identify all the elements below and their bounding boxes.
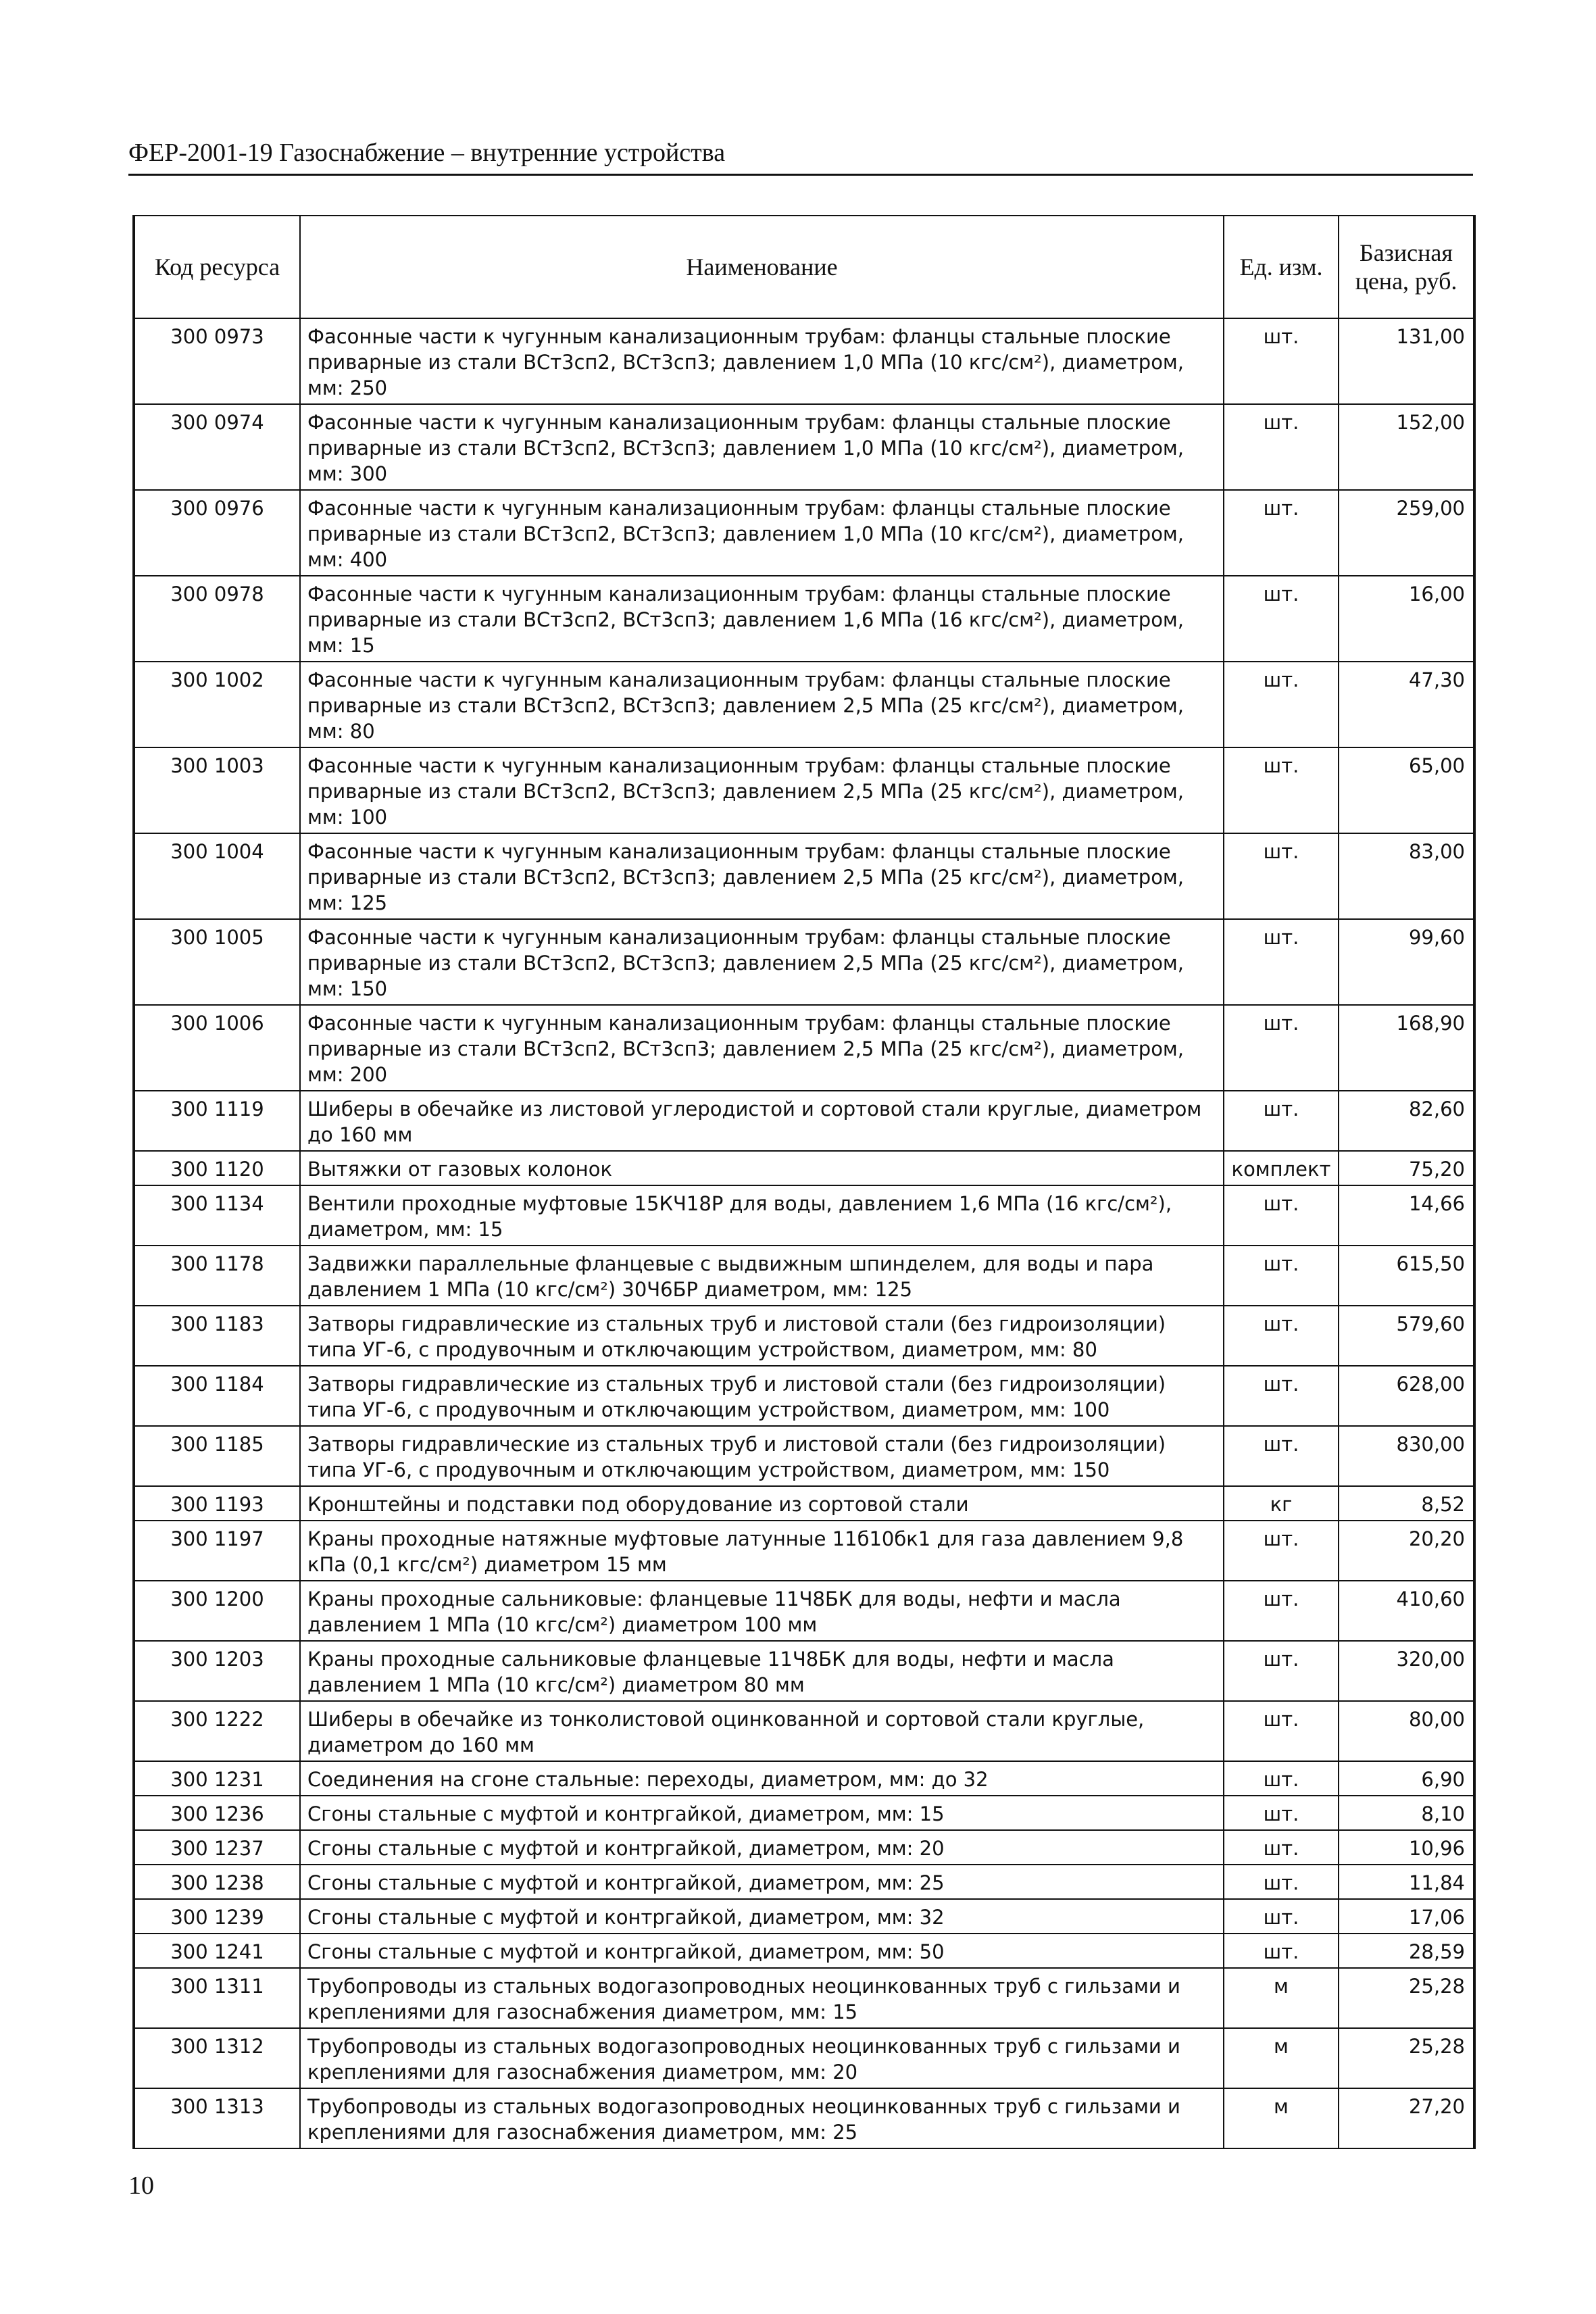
column-header-name: Наименование xyxy=(300,216,1224,318)
cell-code: 300 0976 xyxy=(134,490,300,576)
header-title: ФЕР-2001-19 Газоснабжение – внутренние устройства xyxy=(128,139,726,167)
cell-name: Шиберы в обечайке из листовой углеродистой и сортовой стали круглые, диаметром до 160 мм xyxy=(300,1091,1224,1151)
table-row xyxy=(134,1306,1474,1366)
table-row xyxy=(134,1486,1474,1521)
cell-price: 47,30 xyxy=(1339,662,1474,747)
cell-code: 300 1237 xyxy=(134,1830,300,1865)
table-row xyxy=(134,1091,1474,1151)
cell-price: 17,06 xyxy=(1339,1899,1474,1934)
cell-unit: шт. xyxy=(1224,576,1339,662)
cell-unit: шт. xyxy=(1224,919,1339,1005)
cell-code: 300 1222 xyxy=(134,1701,300,1761)
cell-unit: шт. xyxy=(1224,1701,1339,1761)
cell-unit: шт. xyxy=(1224,1091,1339,1151)
cell-name: Фасонные части к чугунным канализационным трубам: фланцы стальные плоские приварные из стали ВСт3сп2, ВСт3сп3; давлением 2,5 МПа (25 кгс/см²), диаметром, мм: 125 xyxy=(300,833,1224,919)
table-row xyxy=(134,318,1474,404)
cell-unit: шт. xyxy=(1224,1934,1339,1968)
cell-unit: шт. xyxy=(1224,1796,1339,1830)
cell-code: 300 1184 xyxy=(134,1366,300,1426)
cell-unit: шт. xyxy=(1224,318,1339,404)
table-row xyxy=(134,1968,1474,2028)
table-row xyxy=(134,1005,1474,1091)
cell-price: 259,00 xyxy=(1339,490,1474,576)
cell-price: 410,60 xyxy=(1339,1581,1474,1641)
cell-name: Вентили проходные муфтовые 15КЧ18Р для воды, давлением 1,6 МПа (16 кгс/см²), диаметром, мм: 15 xyxy=(300,1185,1224,1246)
cell-code: 300 1311 xyxy=(134,1968,300,2028)
cell-unit: шт. xyxy=(1224,404,1339,490)
table-row xyxy=(134,1426,1474,1486)
cell-code: 300 1134 xyxy=(134,1185,300,1246)
cell-name: Затворы гидравлические из стальных труб и листовой стали (без гидроизоляции) типа УГ-6, с продувочным и отключающим устройством, диаметром, мм: 100 xyxy=(300,1366,1224,1426)
cell-unit: шт. xyxy=(1224,1641,1339,1701)
cell-price: 20,20 xyxy=(1339,1521,1474,1581)
cell-code: 300 1239 xyxy=(134,1899,300,1934)
cell-price: 168,90 xyxy=(1339,1005,1474,1091)
cell-price: 80,00 xyxy=(1339,1701,1474,1761)
cell-price: 8,52 xyxy=(1339,1486,1474,1521)
cell-unit: м xyxy=(1224,2088,1339,2148)
cell-unit: шт. xyxy=(1224,1865,1339,1899)
cell-name: Фасонные части к чугунным канализационным трубам: фланцы стальные плоские приварные из стали ВСт3сп2, ВСт3сп3; давлением 1,0 МПа (10 кгс/см²), диаметром, мм: 250 xyxy=(300,318,1224,404)
table-row xyxy=(134,1899,1474,1934)
table-row xyxy=(134,2028,1474,2088)
cell-price: 6,90 xyxy=(1339,1761,1474,1796)
cell-price: 10,96 xyxy=(1339,1830,1474,1865)
cell-price: 65,00 xyxy=(1339,747,1474,833)
cell-unit: шт. xyxy=(1224,1306,1339,1366)
cell-unit: шт. xyxy=(1224,1005,1339,1091)
cell-unit: м xyxy=(1224,1968,1339,2028)
cell-price: 615,50 xyxy=(1339,1246,1474,1306)
cell-code: 300 1193 xyxy=(134,1486,300,1521)
cell-price: 28,59 xyxy=(1339,1934,1474,1968)
cell-name: Сгоны стальные с муфтой и контргайкой, диаметром, мм: 15 xyxy=(300,1796,1224,1830)
cell-code: 300 0973 xyxy=(134,318,300,404)
table-row xyxy=(134,1865,1474,1899)
table-row xyxy=(134,833,1474,919)
cell-code: 300 1231 xyxy=(134,1761,300,1796)
cell-name: Фасонные части к чугунным канализационным трубам: фланцы стальные плоские приварные из стали ВСт3сп2, ВСт3сп3; давлением 2,5 МПа (25 кгс/см²), диаметром, мм: 150 xyxy=(300,919,1224,1005)
cell-code: 300 1313 xyxy=(134,2088,300,2148)
cell-unit: комплект xyxy=(1224,1151,1339,1185)
cell-code: 300 0978 xyxy=(134,576,300,662)
cell-name: Фасонные части к чугунным канализационным трубам: фланцы стальные плоские приварные из стали ВСт3сп2, ВСт3сп3; давлением 2,5 МПа (25 кгс/см²), диаметром, мм: 200 xyxy=(300,1005,1224,1091)
cell-price: 11,84 xyxy=(1339,1865,1474,1899)
cell-unit: шт. xyxy=(1224,1830,1339,1865)
cell-price: 25,28 xyxy=(1339,1968,1474,2028)
table-row xyxy=(134,662,1474,747)
table-row xyxy=(134,490,1474,576)
cell-code: 300 1004 xyxy=(134,833,300,919)
page-number: 10 xyxy=(128,2171,154,2200)
cell-name: Фасонные части к чугунным канализационным трубам: фланцы стальные плоские приварные из стали ВСт3сп2, ВСт3сп3; давлением 1,0 МПа (10 кгс/см²), диаметром, мм: 400 xyxy=(300,490,1224,576)
cell-unit: шт. xyxy=(1224,1246,1339,1306)
cell-name: Трубопроводы из стальных водогазопроводных неоцинкованных труб с гильзами и креплениями для газоснабжения диаметром, мм: 25 xyxy=(300,2088,1224,2148)
cell-unit: м xyxy=(1224,2028,1339,2088)
cell-code: 300 1002 xyxy=(134,662,300,747)
cell-code: 300 1236 xyxy=(134,1796,300,1830)
cell-price: 579,60 xyxy=(1339,1306,1474,1366)
cell-name: Фасонные части к чугунным канализационным трубам: фланцы стальные плоские приварные из стали ВСт3сп2, ВСт3сп3; давлением 1,6 МПа (16 кгс/см²), диаметром, мм: 15 xyxy=(300,576,1224,662)
cell-price: 75,20 xyxy=(1339,1151,1474,1185)
cell-name: Краны проходные сальниковые фланцевые 11Ч8БК для воды, нефти и масла давлением 1 МПа (10 кгс/см²) диаметром 80 мм xyxy=(300,1641,1224,1701)
cell-code: 300 1003 xyxy=(134,747,300,833)
cell-name: Соединения на сгоне стальные: переходы, диаметром, мм: до 32 xyxy=(300,1761,1224,1796)
cell-name: Фасонные части к чугунным канализационным трубам: фланцы стальные плоские приварные из стали ВСт3сп2, ВСт3сп3; давлением 2,5 МПа (25 кгс/см²), диаметром, мм: 80 xyxy=(300,662,1224,747)
table-row xyxy=(134,2088,1474,2148)
cell-code: 300 1006 xyxy=(134,1005,300,1091)
cell-name: Задвижки параллельные фланцевые с выдвижным шпинделем, для воды и пара давлением 1 МПа (10 кгс/см²) 30Ч6БР диаметром, мм: 125 xyxy=(300,1246,1224,1306)
table-body xyxy=(134,318,1474,2148)
cell-unit: шт. xyxy=(1224,1521,1339,1581)
cell-name: Краны проходные сальниковые: фланцевые 11Ч8БК для воды, нефти и масла давлением 1 МПа (10 кгс/см²) диаметром 100 мм xyxy=(300,1581,1224,1641)
table-row xyxy=(134,1366,1474,1426)
table-row xyxy=(134,1701,1474,1761)
cell-price: 8,10 xyxy=(1339,1796,1474,1830)
cell-name: Затворы гидравлические из стальных труб и листовой стали (без гидроизоляции) типа УГ-6, с продувочным и отключающим устройством, диаметром, мм: 80 xyxy=(300,1306,1224,1366)
cell-code: 300 1197 xyxy=(134,1521,300,1581)
table-row xyxy=(134,1581,1474,1641)
cell-price: 131,00 xyxy=(1339,318,1474,404)
table-row xyxy=(134,1934,1474,1968)
cell-code: 300 1005 xyxy=(134,919,300,1005)
cell-code: 300 1119 xyxy=(134,1091,300,1151)
cell-code: 300 1312 xyxy=(134,2028,300,2088)
cell-price: 83,00 xyxy=(1339,833,1474,919)
table-row xyxy=(134,1246,1474,1306)
cell-price: 830,00 xyxy=(1339,1426,1474,1486)
cell-price: 27,20 xyxy=(1339,2088,1474,2148)
cell-price: 16,00 xyxy=(1339,576,1474,662)
table-row xyxy=(134,1641,1474,1701)
cell-name: Краны проходные натяжные муфтовые латунные 11б10бк1 для газа давлением 9,8 кПа (0,1 кгс/см²) диаметром 15 мм xyxy=(300,1521,1224,1581)
cell-unit: шт. xyxy=(1224,1426,1339,1486)
cell-code: 300 1241 xyxy=(134,1934,300,1968)
price-table xyxy=(132,215,1476,2149)
cell-name: Шиберы в обечайке из тонколистовой оцинкованной и сортовой стали круглые, диаметром до 160 мм xyxy=(300,1701,1224,1761)
column-header-unit: Ед. изм. xyxy=(1224,216,1339,318)
cell-name: Фасонные части к чугунным канализационным трубам: фланцы стальные плоские приварные из стали ВСт3сп2, ВСт3сп3; давлением 1,0 МПа (10 кгс/см²), диаметром, мм: 300 xyxy=(300,404,1224,490)
table-row xyxy=(134,404,1474,490)
table-header-row xyxy=(134,216,1474,318)
cell-unit: шт. xyxy=(1224,747,1339,833)
table-row xyxy=(134,1796,1474,1830)
cell-name: Сгоны стальные с муфтой и контргайкой, диаметром, мм: 32 xyxy=(300,1899,1224,1934)
cell-name: Сгоны стальные с муфтой и контргайкой, диаметром, мм: 50 xyxy=(300,1934,1224,1968)
cell-name: Сгоны стальные с муфтой и контргайкой, диаметром, мм: 20 xyxy=(300,1830,1224,1865)
column-header-price: Базисная цена, руб. xyxy=(1339,216,1474,318)
cell-code: 300 1185 xyxy=(134,1426,300,1486)
table-row xyxy=(134,919,1474,1005)
cell-unit: шт. xyxy=(1224,1581,1339,1641)
cell-price: 25,28 xyxy=(1339,2028,1474,2088)
table-row xyxy=(134,1761,1474,1796)
cell-code: 300 1200 xyxy=(134,1581,300,1641)
cell-code: 300 1178 xyxy=(134,1246,300,1306)
cell-name: Сгоны стальные с муфтой и контргайкой, диаметром, мм: 25 xyxy=(300,1865,1224,1899)
cell-unit: шт. xyxy=(1224,1899,1339,1934)
cell-unit: шт. xyxy=(1224,490,1339,576)
cell-price: 82,60 xyxy=(1339,1091,1474,1151)
column-header-code: Код ресурса xyxy=(134,216,300,318)
cell-code: 300 1203 xyxy=(134,1641,300,1701)
cell-price: 320,00 xyxy=(1339,1641,1474,1701)
table-row xyxy=(134,1185,1474,1246)
cell-code: 300 1238 xyxy=(134,1865,300,1899)
table-row xyxy=(134,1151,1474,1185)
cell-name: Затворы гидравлические из стальных труб и листовой стали (без гидроизоляции) типа УГ-6, с продувочным и отключающим устройством, диаметром, мм: 150 xyxy=(300,1426,1224,1486)
table-row xyxy=(134,1521,1474,1581)
cell-price: 152,00 xyxy=(1339,404,1474,490)
cell-unit: шт. xyxy=(1224,833,1339,919)
cell-code: 300 0974 xyxy=(134,404,300,490)
table-row xyxy=(134,747,1474,833)
cell-name: Кронштейны и подставки под оборудование из сортовой стали xyxy=(300,1486,1224,1521)
cell-price: 99,60 xyxy=(1339,919,1474,1005)
cell-unit: шт. xyxy=(1224,662,1339,747)
table-row xyxy=(134,576,1474,662)
cell-name: Трубопроводы из стальных водогазопроводных неоцинкованных труб с гильзами и креплениями для газоснабжения диаметром, мм: 20 xyxy=(300,2028,1224,2088)
page-header xyxy=(128,135,1473,176)
cell-name: Вытяжки от газовых колонок xyxy=(300,1151,1224,1185)
cell-price: 14,66 xyxy=(1339,1185,1474,1246)
cell-name: Фасонные части к чугунным канализационным трубам: фланцы стальные плоские приварные из стали ВСт3сп2, ВСт3сп3; давлением 2,5 МПа (25 кгс/см²), диаметром, мм: 100 xyxy=(300,747,1224,833)
cell-unit: кг xyxy=(1224,1486,1339,1521)
cell-unit: шт. xyxy=(1224,1185,1339,1246)
cell-code: 300 1183 xyxy=(134,1306,300,1366)
cell-unit: шт. xyxy=(1224,1761,1339,1796)
cell-price: 628,00 xyxy=(1339,1366,1474,1426)
cell-unit: шт. xyxy=(1224,1366,1339,1426)
cell-name: Трубопроводы из стальных водогазопроводных неоцинкованных труб с гильзами и креплениями для газоснабжения диаметром, мм: 15 xyxy=(300,1968,1224,2028)
table-row xyxy=(134,1830,1474,1865)
cell-code: 300 1120 xyxy=(134,1151,300,1185)
